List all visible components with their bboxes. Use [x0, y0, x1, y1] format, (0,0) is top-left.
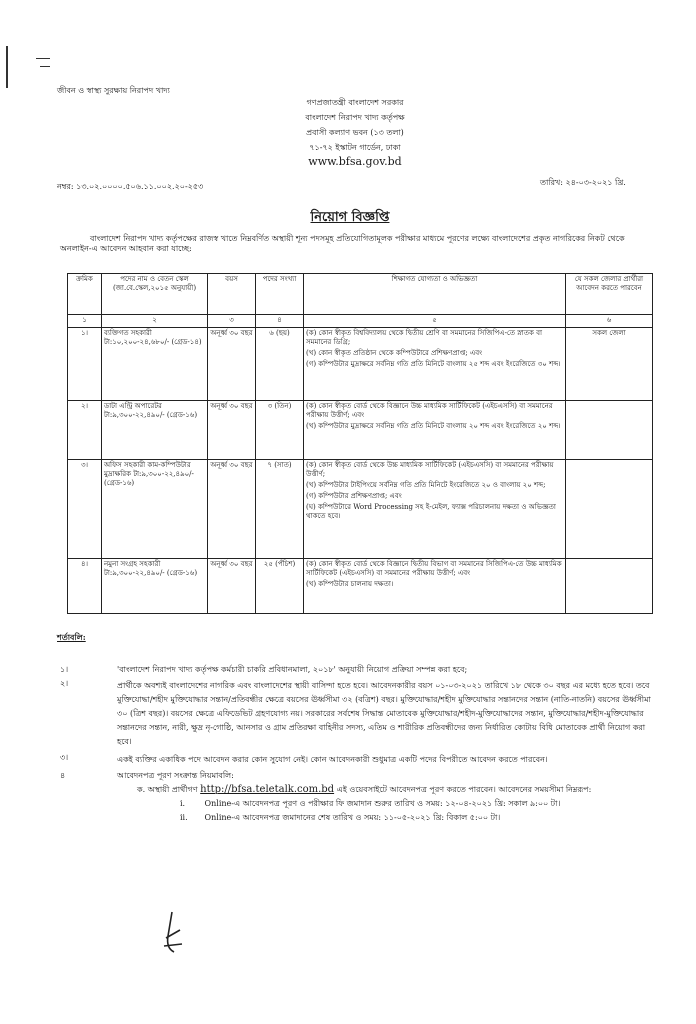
row-count: ৭ (সাত) — [256, 460, 304, 559]
row-serial: ৩। — [68, 460, 102, 559]
instruction-prefix: ক. অস্থায়ী প্রার্থীগণ — [137, 785, 198, 794]
scan-mark — [40, 66, 50, 67]
page-title: নিয়োগ বিজ্ঞপ্তি — [310, 210, 390, 225]
term-number: ১। — [60, 665, 69, 674]
row-serial: ২। — [68, 401, 102, 460]
header-line-1: গণপ্রজাতন্ত্রী বাংলাদেশ সরকার — [306, 98, 404, 107]
intro-paragraph: বাংলাদেশ নিরাপদ খাদ্য কর্তৃপক্ষের রাজস্ব খাতে নিম্নবর্ণিত অস্থায়ী শূন্য পদসমূহ প্রতিযোগিতামূলক পরীক্ষার মাধ্যমে পূরণের লক্ষ্যে বাংলাদেশের প্রকৃত নাগরিকের নিকট থেকে অনলাইন-এ আবেদন আহবান করা যাচ্ছে: — [60, 234, 625, 253]
qualification-item: (খ) কম্পিউটার টাইপিংয়ে সর্বনিম্ন গতি প্রতি মিনিটে ইংরেজিতে ২০ ও বাংলায় ২০ শব্দ; — [306, 481, 546, 489]
tagline: জীবন ও স্বাস্থ্য সুরক্ষায় নিরাপদ খাদ্য — [57, 86, 170, 95]
row-age: অনূর্ধ্ব ৩০ বছর — [208, 460, 256, 559]
application-link[interactable]: http://bfsa.teletalk.com.bd — [200, 784, 335, 795]
row-serial: ১। — [68, 328, 102, 401]
table-row — [68, 559, 653, 614]
qualification-item: (খ) কোন স্বীকৃত প্রতিষ্ঠান থেকে কম্পিউটারে প্রশিক্ষণপ্রাপ্ত; এবং — [306, 349, 483, 357]
term-text: 'বাংলাদেশ নিরাপদ খাদ্য কর্তৃপক্ষ কর্মচারী চাকরি প্রবিধানমালা, ২০১৮' অনুযায়ী নিয়োগ প্রক্রিয়া সম্পন্ন করা হবে; — [117, 665, 468, 674]
row-qualifications — [304, 559, 566, 614]
row-post: নমুনা সংগ্রহ সহকারী টা:৯,৩০০-২২,৪৯০/- (গ্রেড-১৬) — [102, 559, 208, 614]
header-districts: যে সকল জেলার প্রার্থীরা আবেদন করতে পারবেন — [566, 274, 653, 315]
qualification-item: (ক) কোন স্বীকৃত বোর্ড থেকে বিজ্ঞানে দ্বিতীয় বিভাগ বা সমমানের সিজিপিএ-তে উচ্চ মাধ্যমিক সার্টিফিকেট (এইচএসসি) বা সমমানের পরীক্ষায় উত্তীর্ণ; এবং — [306, 560, 562, 577]
column-number-row — [68, 315, 653, 328]
letterhead — [260, 98, 450, 167]
instruction-suffix: এই ওয়েবসাইটে আবেদনপত্র পূরণ করতে পারবেন। আবেদনের সময়সীমা নিম্নরূপ: — [336, 785, 592, 794]
col-number: ৩ — [208, 315, 256, 328]
table-header-row — [68, 274, 653, 315]
schedule-number: ii. — [180, 813, 188, 822]
scan-mark — [6, 46, 8, 88]
header-age: বয়স — [208, 274, 256, 315]
row-count: ৬ (ছয়) — [256, 328, 304, 401]
qualification-item: (ক) কোন স্বীকৃত বিশ্ববিদ্যালয় থেকে দ্বিতীয় শ্রেণি বা সমমানের সিজিপিএ-তে স্নাতক বা সমমানের ডিগ্রি; — [306, 329, 543, 346]
schedule-item — [180, 799, 660, 809]
table-row — [68, 460, 653, 559]
header-count: পদের সংখ্যা — [256, 274, 304, 315]
header-line-3: প্রবাসী কল্যাণ ভবন (১৩ তলা) — [306, 128, 404, 137]
qualification-item: (ক) কোন স্বীকৃত বোর্ড থেকে উচ্চ মাধ্যমিক সার্টিফিকেট (এইচএসসি) বা সমমানের পরীক্ষায় উত্তীর্ণ; — [306, 461, 554, 478]
row-qualifications — [304, 460, 566, 559]
terms-heading: শর্তাবলি: — [57, 632, 86, 642]
row-count: ২৫ (পঁচিশ) — [256, 559, 304, 614]
term-item — [60, 771, 660, 781]
row-districts: সকল জেলা — [566, 328, 653, 401]
header-qualification: শিক্ষাগত যোগ্যতা ও অভিজ্ঞতা — [304, 274, 566, 315]
col-number: ৫ — [304, 315, 566, 328]
table-row — [68, 401, 653, 460]
row-qualifications — [304, 328, 566, 401]
row-districts — [566, 460, 653, 559]
qualification-item: (গ) কম্পিউটার প্রশিক্ষণপ্রাপ্ত; এবং — [306, 492, 402, 500]
row-age: অনূর্ধ্ব ৩০ বছর — [208, 328, 256, 401]
qualification-item: (গ) কম্পিউটার মুদ্রাক্ষরে সর্বনিম্ন গতি প্রতি মিনিটে বাংলায় ২৫ শব্দ এবং ইংরেজিতে ৩০ শব্দ। — [306, 360, 561, 368]
terms-list — [60, 665, 660, 827]
header-serial: ক্রমিক — [68, 274, 102, 315]
col-number: ১ — [68, 315, 102, 328]
row-count: ৩ (তিন) — [256, 401, 304, 460]
website: www.bfsa.gov.bd — [308, 155, 402, 168]
term-text: আবেদনপত্র পূরণ সংক্রান্ত নিয়মাবলি: — [117, 771, 234, 780]
row-age: অনূর্ধ্ব ৩০ বছর — [208, 401, 256, 460]
header-line-4: ৭১-৭২ ইস্কাটন গার্ডেন, ঢাকা — [309, 143, 401, 152]
row-serial: ৪। — [68, 559, 102, 614]
schedule-text: Online-এ আবেদনপত্র জমাদানের শেষ তারিখ ও সময়: ১১-০৫-২০২১ খ্রি: বিকাল ৫:০০ টা। — [204, 813, 501, 822]
col-number: ২ — [102, 315, 208, 328]
row-qualifications — [304, 401, 566, 460]
col-number: ৬ — [566, 315, 653, 328]
row-districts — [566, 401, 653, 460]
header-line-2: বাংলাদেশ নিরাপদ খাদ্য কর্তৃপক্ষ — [305, 113, 405, 122]
memo-number: নম্বর: ১৩.০২.০০০০.৫০৬.১১.০০২.২০-২৫৩ — [57, 182, 204, 191]
term-item — [60, 753, 660, 767]
scan-mark — [36, 58, 50, 59]
col-number: ৪ — [256, 315, 304, 328]
row-post: অফিস সহকারী কাম-কম্পিউটার মুদ্রাক্ষরিক টা:৯,৩০০-২২,৪৯০/- (গ্রেড-১৬) — [102, 460, 208, 559]
qualification-item: (খ) কম্পিউটার চালনায় দক্ষতা। — [306, 580, 394, 588]
term-number: ৪ — [60, 771, 66, 780]
vacancy-table — [67, 273, 653, 614]
row-post: ডাটা এন্ট্রি অপারেটর টা:৯,৩০০-২২,৪৯০/- (গ্রেড-১৬) — [102, 401, 208, 460]
application-instructions — [117, 785, 660, 795]
row-districts — [566, 559, 653, 614]
row-age: অনূর্ধ্ব ৩০ বছর — [208, 559, 256, 614]
header-post: পদের নাম ও বেতন স্কেল (জা.বে.স্কেল,২০১৫ অনুযায়ী) — [102, 274, 208, 315]
term-text: একই ব্যক্তির একাধিক পদে আবেদন করার কোন সুযোগ নেই। কোন আবেদনকারী শুধুমাত্র একটি পদের বিপরীতে আবেদন করতে পারবেন। — [117, 755, 548, 764]
row-post: ব্যক্তিগত সহকারী টা:১০,২০০-২৪,৬৮০/- (গ্রেড-১৪) — [102, 328, 208, 401]
term-text: প্রার্থীকে অবশ্যই বাংলাদেশের নাগরিক এবং বাংলাদেশের স্থায়ী বাসিন্দা হতে হবে। আবেদনকারীর বয়স ০১-০৩-২০২১ তারিখে ১৮ থেকে ৩০ বছর এর মধ্যে হতে হবে। তবে মুক্তিযোদ্ধা/শহীদ মুক্তিযোদ্ধার সন্তান/প্রতিবন্ধীর ক্ষেত্রে বয়সের ঊর্ধ্বসীমা ৩২ (বত্রিশ) বছর। মুক্তিযোদ্ধার/শহীদ মুক্তিযোদ্ধার সন্তানদের সন্তান (নাতি-নাতনি) বয়সের ঊর্ধ্বসীমা ৩০ (ত্রিশ বছর)। বয়সের ক্ষেত্রে এফিডেভিট গ্রহণযোগ্য নয়। সরকারের সর্বশেষ সিদ্ধান্ত মোতাবেক মুক্তিযোদ্ধার/শহীদ-মুক্তিযোদ্ধাদের সন্তান, মুক্তিযোদ্ধার/শহীদ-মুক্তিযোদ্ধার সন্তানদের সন্তান, নারী, ক্ষুদ্র নৃ-গোষ্ঠি, আনসার ও গ্রাম প্রতিরক্ষা বাহিনীর সদস্য, এতিম ও শারীরিক প্রতিবন্ধীদের জন্য নির্ধারিত কোটায় বিধি মোতাবেক প্রার্থী নিয়োগ করা হবে। — [117, 681, 651, 746]
term-number: ৩। — [60, 753, 69, 762]
term-item — [60, 679, 660, 749]
qualification-item: (ঘ) কম্পিউটারে Word Processing সহ ই-মেইল, ফ্যাক্স পরিচালনায় দক্ষতা ও অভিজ্ঞতা থাকতে হবে। — [306, 503, 556, 520]
schedule-item — [180, 813, 660, 823]
term-number: ২। — [60, 679, 69, 688]
qualification-item: (খ) কম্পিউটার মুদ্রাক্ষরে সর্বনিম্ন গতি প্রতি মিনিটে বাংলায় ২০ শব্দ এবং ইংরেজিতে ২০ শব্দ। — [306, 422, 561, 430]
schedule-text: Online-এ আবেদনপত্র পূরণ ও পরীক্ষার ফি জমাদান শুরুর তারিখ ও সময়: ১২-০৪-২০২১ খ্রি: সকাল ৯:০০ টা। — [204, 799, 561, 808]
qualification-item: (ক) কোন স্বীকৃত বোর্ড থেকে বিজ্ঞানে উচ্চ মাধ্যমিক সার্টিফিকেট (এইচএসসি) বা সমমানের পরীক্ষায় উত্তীর্ণ; এবং — [306, 402, 553, 419]
table-row — [68, 328, 653, 401]
memo-date: তারিখ: ২৪-০৩-২০২১ খ্রি. — [540, 178, 626, 187]
signature-mark — [152, 908, 192, 958]
schedule-number: i. — [180, 799, 186, 808]
term-item — [60, 665, 660, 675]
